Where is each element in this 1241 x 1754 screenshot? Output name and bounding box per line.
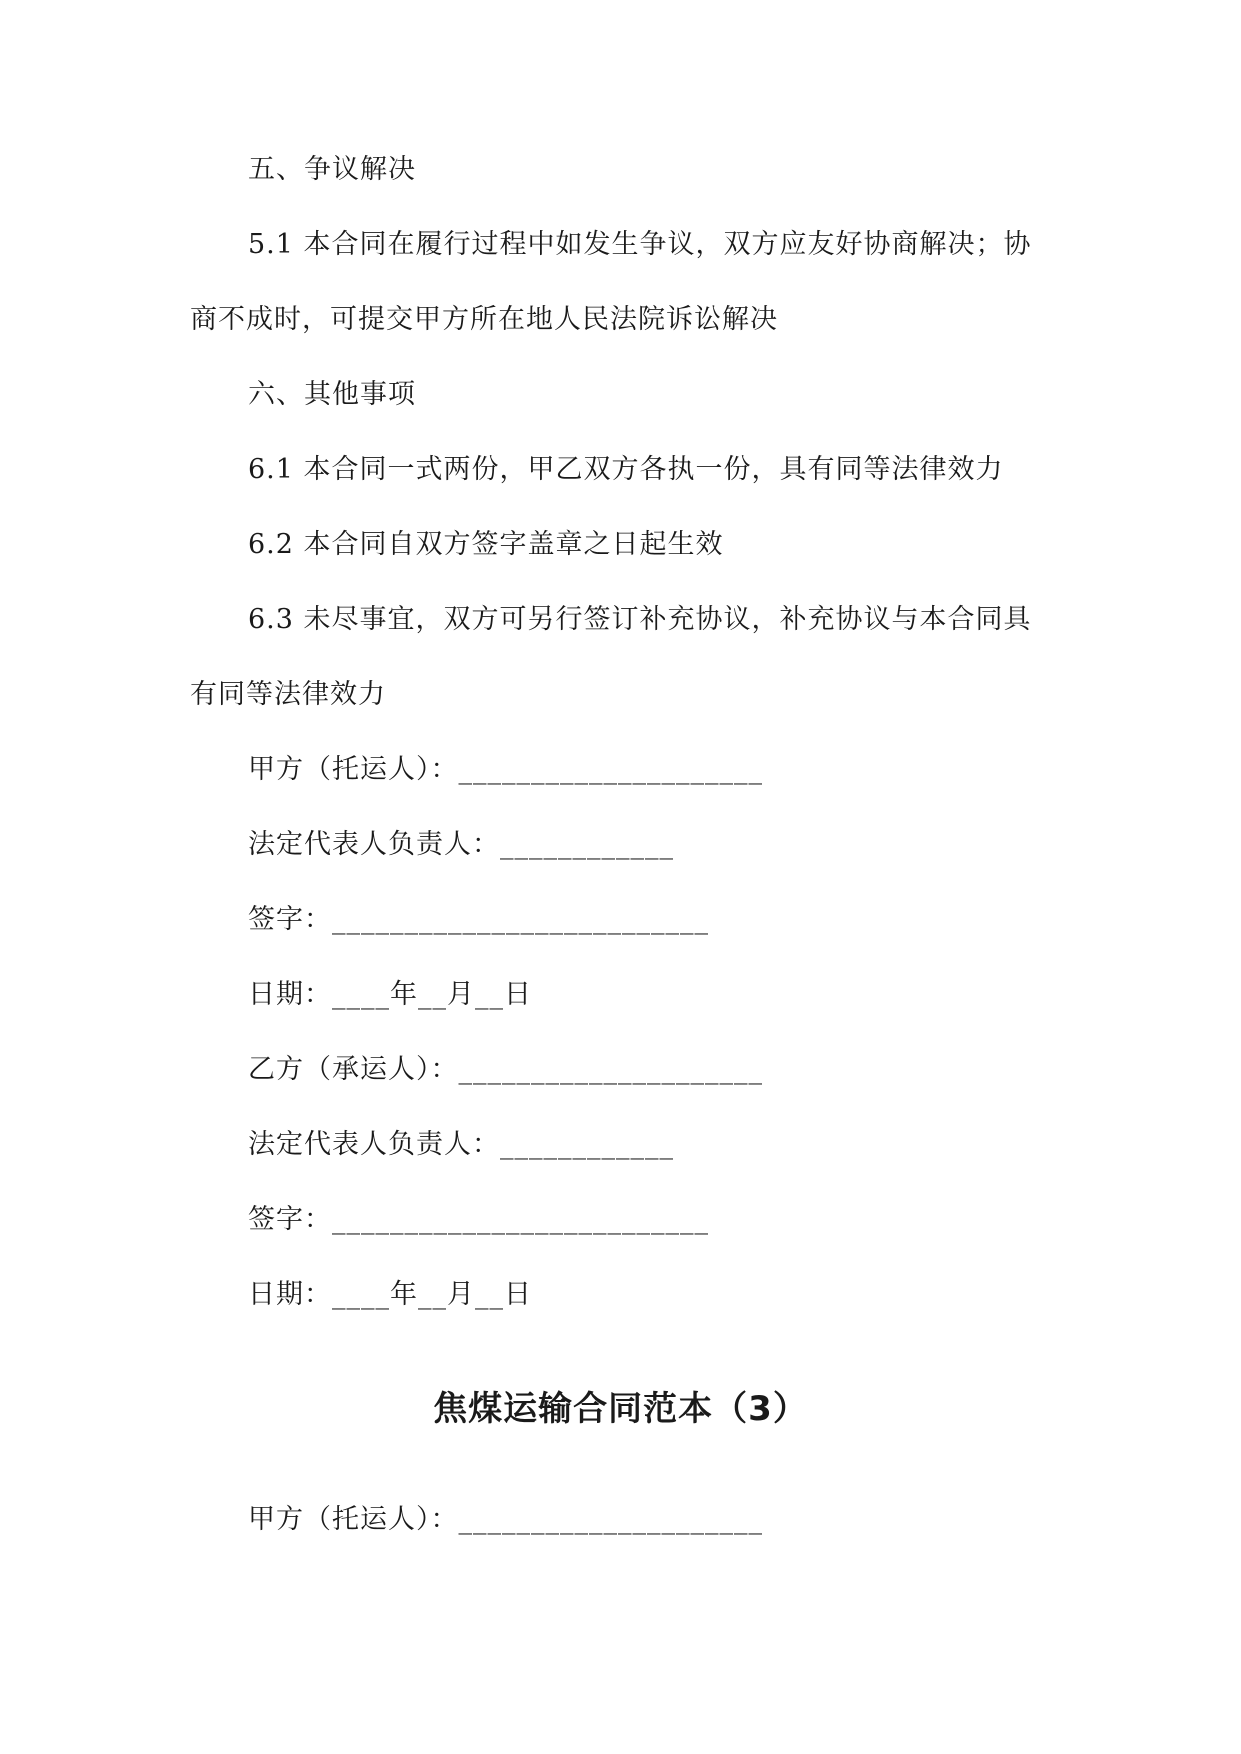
party-a-signature: 签字：__________________________: [248, 904, 709, 935]
section-6-heading: 六、其他事项: [248, 379, 416, 410]
party-b-label: 乙方（承运人）：_____________________: [248, 1054, 763, 1085]
party-a-representative: 法定代表人负责人：____________: [248, 829, 674, 860]
clause-6-2: 6.2 本合同自双方签字盖章之日起生效: [248, 529, 724, 560]
party-b-signature: 签字：__________________________: [248, 1204, 709, 1235]
clause-6-3-line-1: 6.3 未尽事宜，双方可另行签订补充协议，补充协议与本合同具: [248, 604, 1032, 635]
party-b-representative: 法定代表人负责人：____________: [248, 1129, 674, 1160]
contract-title: 焦煤运输合同范本（3）: [433, 1389, 808, 1429]
clause-6-3-line-2: 有同等法律效力: [190, 679, 386, 710]
clause-5-1-line-2: 商不成时，可提交甲方所在地人民法院诉讼解决: [190, 304, 778, 335]
party-a-label: 甲方（托运人）：_____________________: [248, 754, 763, 785]
clause-6-1: 6.1 本合同一式两份，甲乙双方各执一份，具有同等法律效力: [248, 454, 1004, 485]
clause-5-1-line-1: 5.1 本合同在履行过程中如发生争议，双方应友好协商解决；协: [248, 229, 1032, 260]
section-5-heading: 五、争议解决: [248, 154, 416, 185]
party-b-date: 日期：____年__月__日: [248, 1279, 532, 1310]
next-party-a-label: 甲方（托运人）：_____________________: [248, 1504, 763, 1535]
party-a-date: 日期：____年__月__日: [248, 979, 532, 1010]
